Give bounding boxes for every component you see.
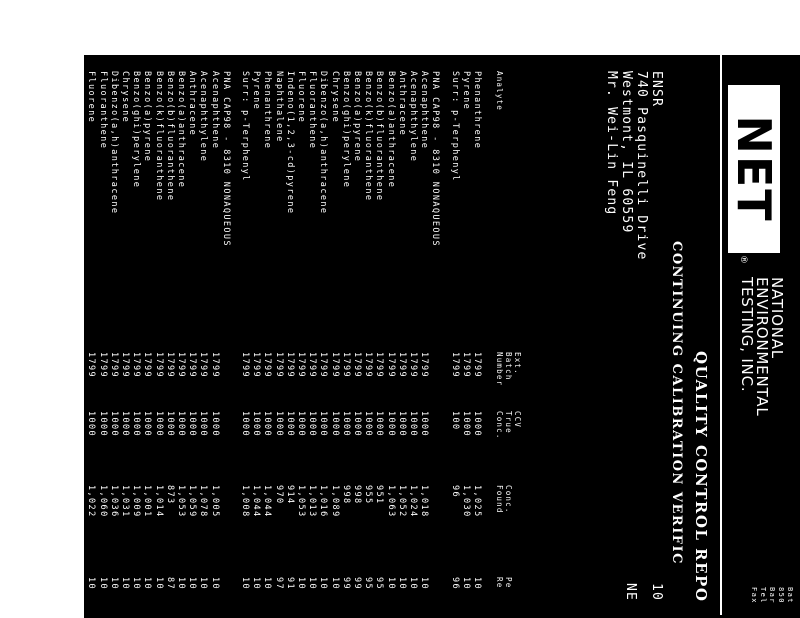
registered-mark: ® <box>738 255 748 264</box>
address-line: Fax <box>750 587 758 604</box>
table-row <box>449 71 460 611</box>
cell-found: 914 <box>284 485 295 505</box>
cell-batch: 1799 <box>472 352 482 379</box>
cell-analyte: Indeno(1,2,3-cd)pyrene <box>284 71 295 215</box>
cell-rec: 99 <box>340 577 351 591</box>
table-row <box>362 71 373 611</box>
cell-analyte: Benzo(a)pyrene <box>142 71 153 163</box>
cell-batch: 1799 <box>273 352 284 379</box>
cell-analyte: Pyrene <box>460 71 471 111</box>
cell-found: 1,005 <box>209 485 220 518</box>
cell-found: 1,053 <box>296 485 306 518</box>
cell-batch: 1799 <box>187 352 198 379</box>
rotated-document <box>65 55 800 615</box>
cell-batch: 1799 <box>408 352 418 379</box>
cell-found: 1,063 <box>385 485 396 518</box>
cell-analyte: Pyrene <box>251 71 262 111</box>
client-address <box>604 71 664 261</box>
cell-found: 1,031 <box>120 485 130 518</box>
table-row <box>273 71 284 611</box>
cell-batch: 1799 <box>164 352 175 379</box>
table-row <box>295 71 306 611</box>
cell-batch: 1799 <box>97 352 108 379</box>
table-row <box>317 71 328 611</box>
cell-true-conc: 1000 <box>329 411 340 438</box>
cell-analyte: Dibenzo(a,h)anthracene <box>108 71 119 215</box>
cell-analyte: Benzo(a)anthracene <box>176 71 186 189</box>
table-row <box>108 71 119 611</box>
cell-rec: 10 <box>240 577 250 591</box>
table-row <box>164 71 175 611</box>
cell-true-conc: 1000 <box>284 411 295 438</box>
table-row <box>220 71 231 611</box>
cell-analyte: Acenaphthylene <box>408 71 418 163</box>
cell-true-conc: 1000 <box>176 411 186 438</box>
company-name-line: ENVIRONMENTAL <box>753 277 771 417</box>
cell-batch: 1799 <box>296 352 306 379</box>
header-analyte: Analyte <box>495 71 504 112</box>
cell-true-conc: 1000 <box>472 411 482 438</box>
header-batch-line: Number <box>495 352 504 387</box>
cell-found: 1,025 <box>472 485 482 518</box>
cell-analyte: Fluoranthene <box>307 71 318 150</box>
cell-true-conc: 1000 <box>273 411 284 438</box>
cell-rec: 10 <box>318 577 329 591</box>
cell-batch: 1799 <box>318 352 329 379</box>
cell-true-conc: 1000 <box>187 411 198 438</box>
cell-batch: 1799 <box>449 352 460 379</box>
cell-true-conc: 1000 <box>198 411 209 438</box>
cell-found: 1,078 <box>198 485 209 518</box>
cell-batch: 1799 <box>131 352 142 379</box>
cell-found: 1,089 <box>329 485 340 518</box>
cell-true-conc: 1000 <box>296 411 306 438</box>
cell-batch: 1799 <box>396 352 407 379</box>
cell-analyte: Dibenzo(a,h)anthracene <box>318 71 329 215</box>
cell-analyte: Acenaphthene <box>209 71 220 150</box>
cell-true-conc: 1000 <box>307 411 318 438</box>
cell-found: 998 <box>352 485 362 505</box>
cell-analyte: Phenanthrene <box>262 71 273 150</box>
cell-true-conc: 1000 <box>142 411 153 438</box>
address-line: Bar <box>768 587 776 604</box>
table-row <box>186 71 197 611</box>
cell-rec: 10 <box>408 577 418 591</box>
cell-true-conc: 1000 <box>209 411 220 438</box>
cell-rec: 10 <box>472 577 482 591</box>
cell-analyte: Chrysene <box>120 71 130 124</box>
cell-analyte: PNA CAP98 - 8310 NONAQUEOUS <box>220 71 231 247</box>
cell-batch: 1799 <box>120 352 130 379</box>
cell-found: 1,036 <box>108 485 119 518</box>
cell-rec: 10 <box>262 577 273 591</box>
header-true-line: CCV <box>513 411 522 429</box>
cell-true-conc: 1000 <box>318 411 329 438</box>
cell-batch: 1799 <box>198 352 209 379</box>
report-subtitle: CONTINUING CALIBRATION VERIFIC <box>669 241 684 565</box>
cell-analyte: Anthracene <box>396 71 407 137</box>
cell-analyte: Benzo(b)fluoranthene <box>374 71 385 202</box>
client-name: ENSR <box>649 71 664 108</box>
cell-true-conc: 1000 <box>131 411 142 438</box>
cell-batch: 1799 <box>307 352 318 379</box>
cell-batch: 1799 <box>262 352 273 379</box>
company-name-line: TESTING, INC. <box>738 277 756 393</box>
cell-rec: 10 <box>419 577 430 591</box>
cell-rec: 10 <box>108 577 119 591</box>
cell-batch: 1799 <box>352 352 362 379</box>
cell-analyte: Benzo(k)fluoranthene <box>153 71 164 202</box>
cell-analyte: Benzo(k)fluoranthene <box>363 71 374 202</box>
header-true-line: Conc. <box>495 411 504 440</box>
cell-true-conc: 1000 <box>396 411 407 438</box>
cell-batch: 1799 <box>209 352 220 379</box>
table-header <box>492 71 522 611</box>
cell-found: 998 <box>340 485 351 505</box>
cell-analyte: Naphthalene <box>273 71 284 143</box>
cell-found: 1,053 <box>176 485 186 518</box>
header-true-line: True <box>504 411 513 434</box>
cell-true-conc: 1000 <box>86 411 97 438</box>
cell-rec: 99 <box>352 577 362 591</box>
cell-batch: 1799 <box>460 352 471 379</box>
company-name <box>739 277 784 417</box>
table-row <box>340 71 351 611</box>
cell-analyte: Surr: p-Terphenyl <box>240 71 250 182</box>
cell-true-conc: 1000 <box>240 411 250 438</box>
address-line: 850 <box>777 587 785 604</box>
cell-rec: 10 <box>329 577 340 591</box>
cell-true-conc: 1000 <box>419 411 430 438</box>
cell-batch: 1799 <box>419 352 430 379</box>
cell-analyte: Benzo(a)pyrene <box>352 71 362 163</box>
cell-rec: 87 <box>164 577 175 591</box>
table-row <box>471 71 482 611</box>
cell-analyte: Acenaphthene <box>419 71 430 150</box>
cell-analyte: Benzo(b)fluoranthene <box>164 71 175 202</box>
right-fragment-bottom: NE <box>623 583 638 602</box>
cell-true-conc: 100 <box>449 411 460 431</box>
cell-true-conc: 1000 <box>153 411 164 438</box>
footnote: CCV - Continuing Calibration Verification <box>65 71 76 339</box>
table-row <box>396 71 407 611</box>
cell-true-conc: 1000 <box>352 411 362 438</box>
address-line: Bat <box>786 587 794 604</box>
cell-batch: 1799 <box>363 352 374 379</box>
cell-batch: 1799 <box>251 352 262 379</box>
cell-true-conc: 1000 <box>460 411 471 438</box>
table-row <box>385 71 396 611</box>
report-title: QUALITY CONTROL REPO <box>692 351 710 603</box>
header-rule <box>720 55 722 615</box>
table-row <box>373 71 384 611</box>
cell-analyte: Chrysene <box>329 71 340 124</box>
cell-found: 96 <box>449 485 460 499</box>
cell-found: 1,044 <box>251 485 262 518</box>
cell-true-conc: 1000 <box>385 411 396 438</box>
header-batch-line: Ext. <box>513 352 522 375</box>
header-batch-line: Batch <box>504 352 513 381</box>
cell-rec: 10 <box>198 577 209 591</box>
cell-found: 1,009 <box>131 485 142 518</box>
cell-rec: 10 <box>153 577 164 591</box>
cell-found: 951 <box>374 485 385 505</box>
scanned-page <box>65 55 800 618</box>
net-logo: NET <box>728 85 780 253</box>
table-row <box>97 71 108 611</box>
table-row <box>351 71 362 611</box>
cell-true-conc: 1000 <box>251 411 262 438</box>
cell-found: 970 <box>273 485 284 505</box>
cell-found: 1,059 <box>187 485 198 518</box>
cell-rec: 10 <box>209 577 220 591</box>
cell-rec: 95 <box>363 577 374 591</box>
table-row <box>407 71 418 611</box>
cell-true-conc: 1000 <box>108 411 119 438</box>
cell-analyte: Benzo(a)anthracene <box>385 71 396 189</box>
cell-rec: 96 <box>449 577 460 591</box>
cell-batch: 1799 <box>153 352 164 379</box>
header-found-line: Found <box>495 485 504 514</box>
cell-rec: 10 <box>396 577 407 591</box>
right-fragment-top: 10 <box>649 583 664 602</box>
cell-batch: 1799 <box>240 352 250 379</box>
cell-analyte: Acenaphthylene <box>198 71 209 163</box>
client-city: Westmont, IL 60559 <box>619 71 634 234</box>
cell-true-conc: 1000 <box>363 411 374 438</box>
header-rec-line: Re <box>495 577 504 589</box>
cell-rec: 10 <box>251 577 262 591</box>
cell-analyte: Fluoranthene <box>97 71 108 150</box>
cell-found: 1,014 <box>153 485 164 518</box>
cell-analyte: Anthracene <box>187 71 198 137</box>
cell-found: 1,001 <box>142 485 153 518</box>
client-attention: Mr. Wei-Lin Feng <box>604 71 619 216</box>
cell-found: 1,052 <box>396 485 407 518</box>
table-row <box>209 71 220 611</box>
address-corner <box>749 587 794 604</box>
table-row <box>130 71 141 611</box>
table-row <box>261 71 272 611</box>
cell-found: 1,013 <box>307 485 318 518</box>
table-row <box>197 71 208 611</box>
cell-rec: 91 <box>284 577 295 591</box>
cell-true-conc: 1000 <box>408 411 418 438</box>
cell-found: 1,016 <box>318 485 329 518</box>
cell-found: 1,018 <box>419 485 430 518</box>
cell-true-conc: 1000 <box>120 411 130 438</box>
cell-analyte: Benzo(ghi)perylene <box>340 71 351 189</box>
cell-found: 1,030 <box>460 485 471 518</box>
table-row <box>239 71 250 611</box>
cell-found: 1,008 <box>240 485 250 518</box>
cell-true-conc: 1000 <box>164 411 175 438</box>
cell-rec: 97 <box>273 577 284 591</box>
cell-rec: 10 <box>385 577 396 591</box>
cell-batch: 1799 <box>340 352 351 379</box>
cell-found: 1,060 <box>97 485 108 518</box>
cell-analyte: Benzo(ghi)perylene <box>131 71 142 189</box>
cell-found: 873 <box>164 485 175 505</box>
table-row <box>141 71 152 611</box>
cell-rec: 10 <box>296 577 306 591</box>
cell-analyte: Surr: p-Terphenyl <box>449 71 460 182</box>
header-found-line: Conc. <box>504 485 513 514</box>
table-row <box>85 71 96 611</box>
table-row <box>153 71 164 611</box>
header-rec-line: Pe <box>504 577 513 589</box>
cell-rec: 10 <box>142 577 153 591</box>
cell-batch: 1799 <box>385 352 396 379</box>
cell-rec: 10 <box>131 577 142 591</box>
cell-analyte: Fluorene <box>86 71 97 124</box>
cell-batch: 1799 <box>374 352 385 379</box>
cell-batch: 1799 <box>142 352 153 379</box>
table-row <box>175 71 186 611</box>
cell-rec: 10 <box>187 577 198 591</box>
cell-true-conc: 1000 <box>340 411 351 438</box>
company-name-line: NATIONAL <box>768 277 786 359</box>
cell-batch: 1799 <box>329 352 340 379</box>
cell-batch: 1799 <box>284 352 295 379</box>
cell-batch: 1799 <box>108 352 119 379</box>
cell-found: 1,044 <box>262 485 273 518</box>
cell-rec: 10 <box>97 577 108 591</box>
cell-batch: 1799 <box>176 352 186 379</box>
table-row <box>119 71 130 611</box>
cell-analyte: PNA CAP98 - 8310 NONAQUEOUS <box>430 71 441 247</box>
table-row <box>329 71 340 611</box>
table-row <box>418 71 429 611</box>
table-row <box>460 71 471 611</box>
table-row <box>284 71 295 611</box>
cell-analyte: Phenanthrene <box>472 71 482 150</box>
cell-rec: 10 <box>307 577 318 591</box>
cell-true-conc: 1000 <box>374 411 385 438</box>
cell-true-conc: 1000 <box>97 411 108 438</box>
address-line: Tel <box>759 587 767 604</box>
cell-analyte: Fluorene <box>296 71 306 124</box>
table-row <box>429 71 440 611</box>
cell-rec: 95 <box>374 577 385 591</box>
table-row <box>250 71 261 611</box>
client-street: 740 Pasquinelli Drive <box>634 71 649 261</box>
cell-rec: 10 <box>460 577 471 591</box>
cell-rec: 10 <box>86 577 97 591</box>
cell-rec: 10 <box>120 577 130 591</box>
cell-found: 955 <box>363 485 374 505</box>
cell-found: 1,024 <box>408 485 418 518</box>
cell-true-conc: 1000 <box>262 411 273 438</box>
cell-rec: 10 <box>176 577 186 591</box>
cell-found: 1,022 <box>86 485 97 518</box>
cell-batch: 1799 <box>86 352 97 379</box>
table-row <box>306 71 317 611</box>
